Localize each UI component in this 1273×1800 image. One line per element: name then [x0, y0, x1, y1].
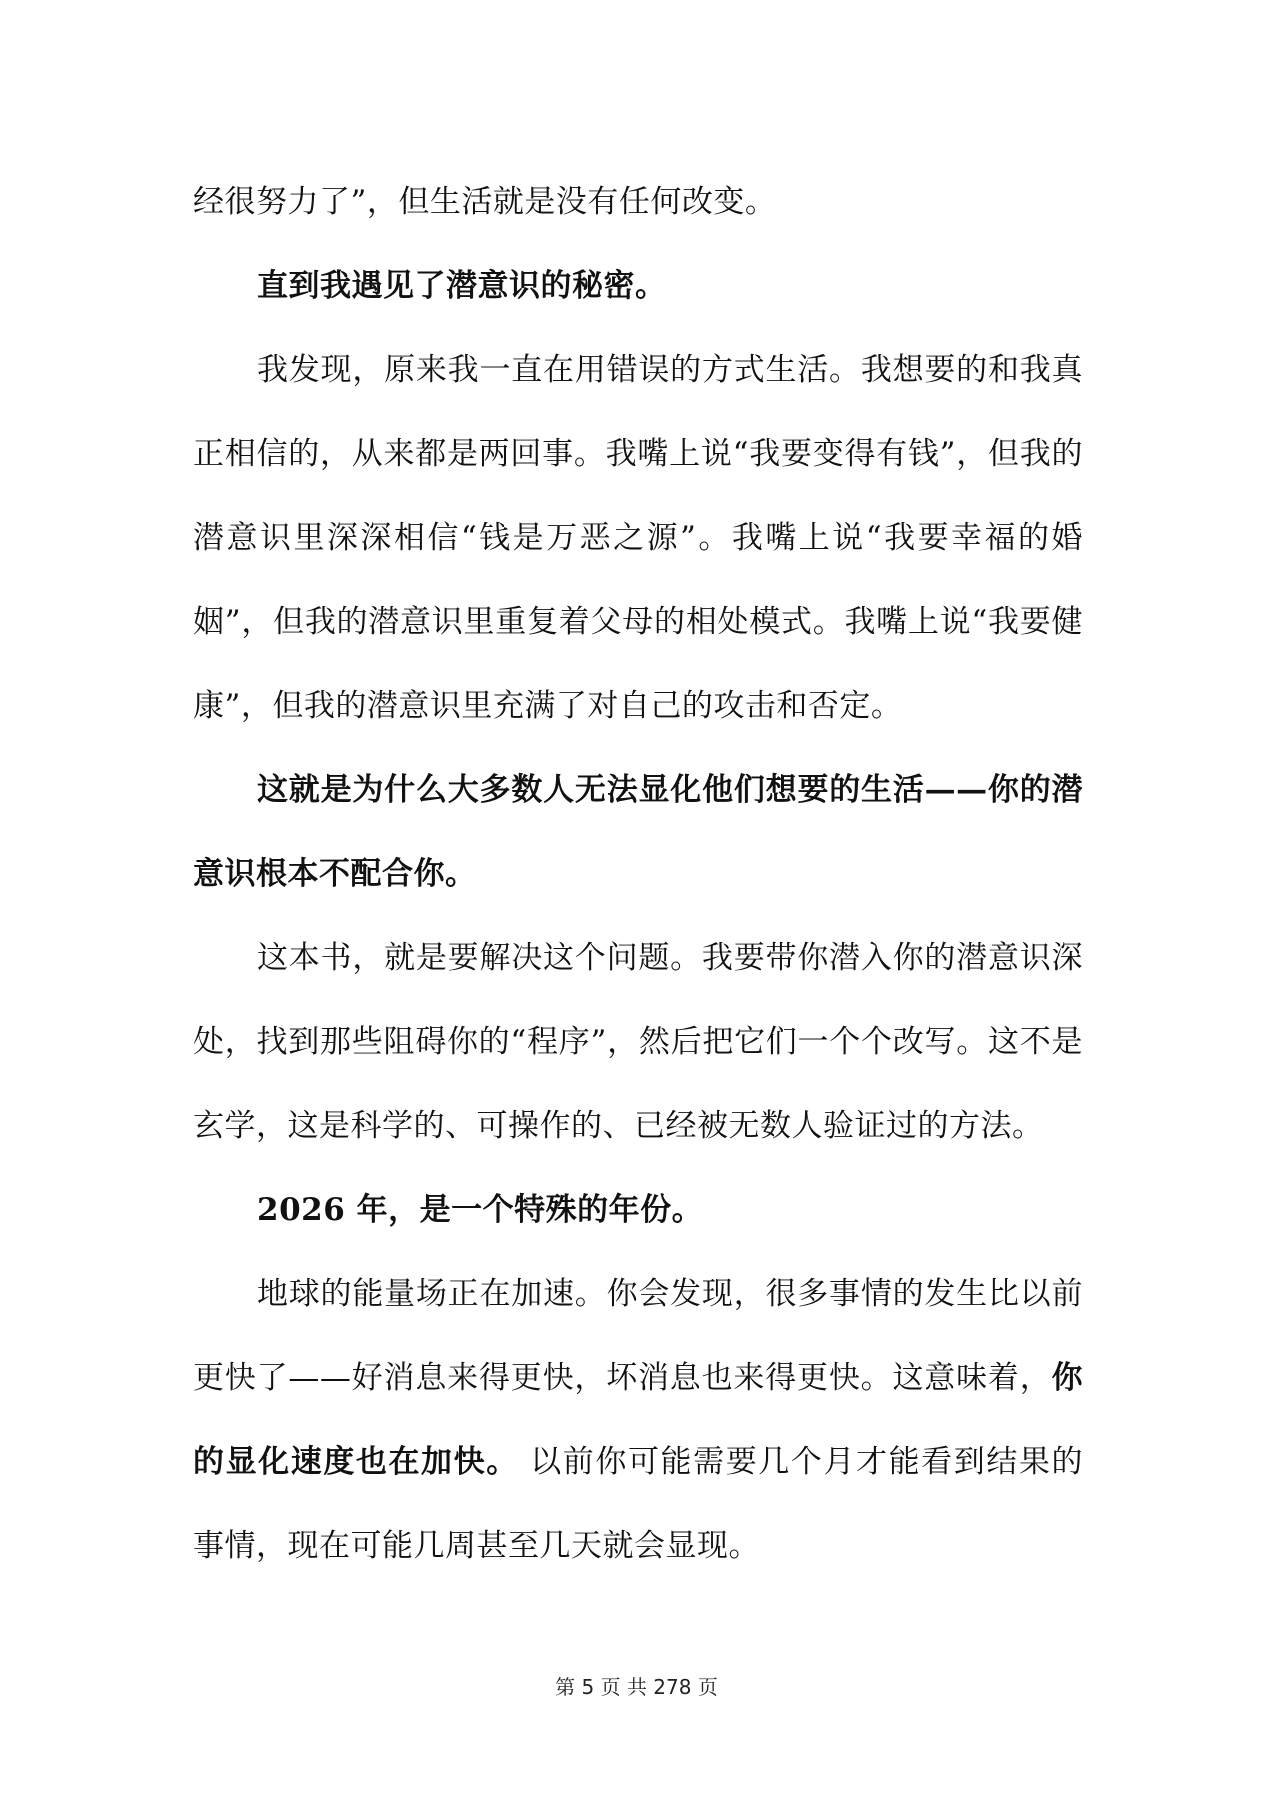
energy-text-bold: 你的显化速度也在加快。 [193, 1360, 1083, 1480]
document-body [193, 160, 1083, 1588]
energy-text-part3: 以前你可能需要几个月才能看到结果的事情，现在可能几周甚至几天就会显现。 [193, 1444, 1083, 1564]
page-number-footer: 第 5 页 共 278 页 [555, 1675, 718, 1699]
energy-text-part1: 地球的能量场正在加速。你会发现，很多事情的发生比以前更快了——好消息来得更快，坏消息也来得更快。这意味着， [193, 1276, 1083, 1396]
paragraph-bold-discovery: 直到我遇见了潜意识的秘密。 [257, 268, 667, 304]
paragraph-book-purpose: 这本书，就是要解决这个问题。我要带你潜入你的潜意识深处，找到那些阻碍你的“程序”，然后把它们一个个改写。这不是玄学，这是科学的、可操作的、已经被无数人验证过的方法。 [193, 940, 1083, 1144]
paragraph-bold-year: 2026 年，是一个特殊的年份。 [257, 1192, 704, 1228]
paragraph-continuation: 经很努力了”，但生活就是没有任何改变。 [193, 184, 777, 220]
paragraph-energy-field [193, 1252, 1083, 1588]
paragraph-bold-why: 这就是为什么大多数人无法显化他们想要的生活——你的潜意识根本不配合你。 [193, 772, 1083, 892]
paragraph-subconscious-belief: 我发现，原来我一直在用错误的方式生活。我想要的和我真正相信的，从来都是两回事。我嘴上说“我要变得有钱”，但我的潜意识里深深相信“钱是万恶之源”。我嘴上说“我要幸福的婚姻”，但我的潜意识里重复着父母的相处模式。我嘴上说“我要健康”，但我的潜意识里充满了对自己的攻击和否定。 [193, 352, 1083, 724]
